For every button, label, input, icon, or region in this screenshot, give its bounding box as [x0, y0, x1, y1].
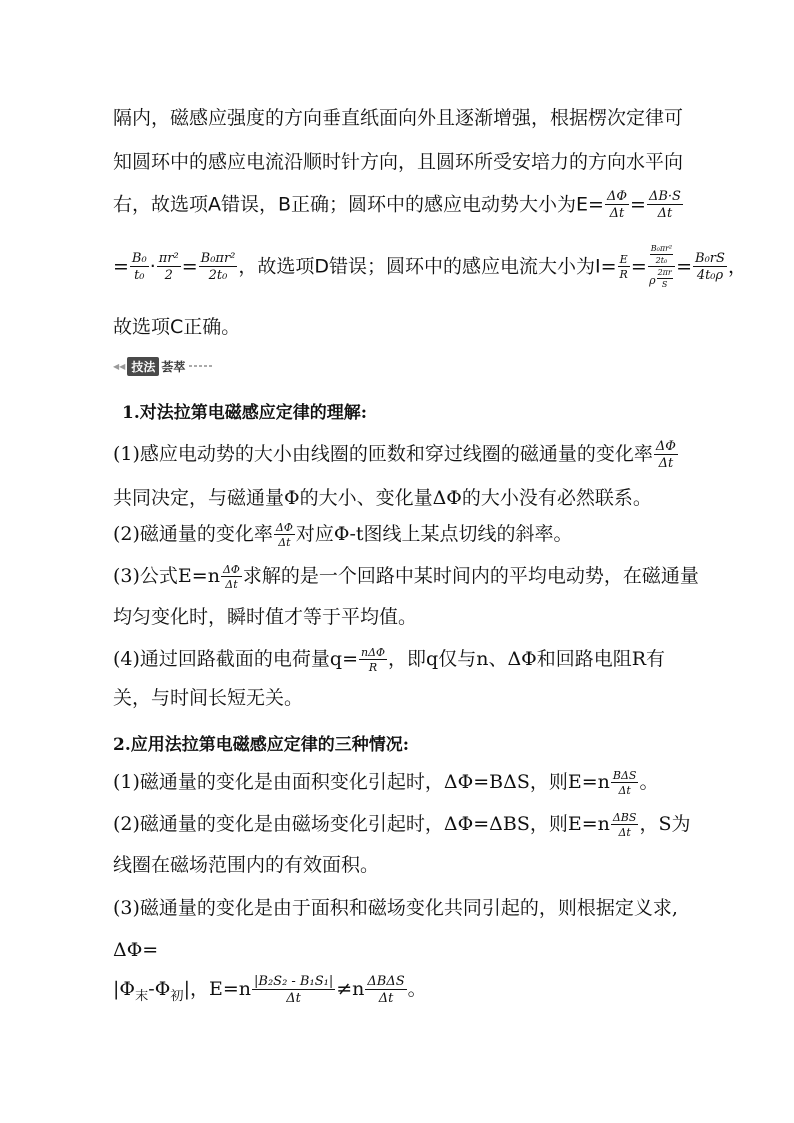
list-item-continuation: 共同决定，与磁通量Φ的大小、变化量ΔΦ的大小没有必然联系。	[113, 487, 652, 509]
list-item: (1)感应电动势的大小由线圈的匝数和穿过线圈的磁通量的变化率 $\frac{\Delta\Phi}{\Delta t}$	[113, 439, 676, 471]
fraction: $\frac{\Delta\Phi}{\Delta t}$	[275, 521, 293, 549]
fraction: $\frac{\text{BΔS}}{\Delta t}$	[612, 769, 637, 797]
fraction: $\frac{\text{ΔBΔS}}{\Delta t}$	[367, 974, 405, 1006]
badge-stripe	[189, 365, 213, 367]
text: ，故选项D错误；圆环中的感应电流大小为I=	[238, 255, 617, 278]
list-item: (2)磁通量的变化是由磁场变化引起时，ΔΦ=ΔBS，则E=n $\frac{\text{ΔBS}}{\Delta t}$ ，S为	[113, 811, 691, 839]
paragraph-line: = $\frac{\text{B₀}}{\text{t₀}}$ · $\frac{\text{πr²}}{2}$ = $\frac{\text{B₀πr²}}{\text{2t₀}}$ ，故选项D错误；圆环中的感应电流大小为I= $\frac{E}{R}$ = $\frac{\text{B₀πr²}}{\text{2t₀}}$ ρ $\frac{2\pi r}{S}$ = $\frac{\text{B₀rS}}{\text{4t₀ρ}}$ ，	[113, 244, 747, 289]
fraction: $\frac{\text{B₀πr²}}{\text{2t₀}}$	[650, 244, 673, 265]
badge-chip: 技法	[127, 357, 159, 376]
fraction: $\frac{\text{B₀rS}}{\text{4t₀ρ}}$	[695, 251, 725, 283]
list-item: (3)磁通量的变化是由于面积和磁场变化共同引起的，则根据定义求,	[113, 897, 678, 919]
paragraph-line	[113, 104, 693, 132]
badge-text: 荟萃	[161, 359, 186, 374]
text: 右，故选项A错误，B正确；圆环中的感应电动势大小为E=	[113, 193, 604, 216]
equals: =	[630, 193, 646, 216]
fraction: $\frac{\text{|B₂S₂ - B₁S₁|}}{\Delta t}$	[254, 974, 334, 1006]
section-badge	[113, 356, 213, 376]
fraction: $\frac{\Delta\Phi}{\Delta t}$	[606, 189, 628, 221]
paragraph-line	[113, 313, 693, 341]
list-item: (1)磁通量的变化是由面积变化引起时，ΔΦ=BΔS，则E=n $\frac{\text{BΔS}}{\Delta t}$ 。	[113, 769, 659, 797]
text: 知圆环中的感应电流沿顺时针方向，且圆环所受安培力的方向水平向	[113, 151, 684, 173]
paragraph-line	[113, 190, 693, 220]
fraction: $\frac{E}{R}$	[619, 253, 628, 281]
fraction: $\frac{2\pi r}{S}$	[657, 268, 672, 289]
rho: ρ	[649, 274, 656, 287]
list-item: (2)磁通量的变化率 $\frac{\Delta\Phi}{\Delta t}$ 对应Φ-t图线上某点切线的斜率。	[113, 521, 573, 549]
text: 隔内，磁感应强度的方向垂直纸面向外且逐渐增强，根据楞次定律可	[113, 107, 684, 129]
list-item-continuation: $|\Phi_末-\Phi_初|$，E=n $\frac{\text{|B₂S₂ - B₁S₁|}}{\Delta t}$ ≠n $\frac{\text{ΔBΔS}}{\Delta t}$ 。	[113, 974, 427, 1006]
nested-fraction	[648, 245, 675, 289]
list-item: (4)通过回路截面的电荷量q= $\frac{\text{nΔΦ}}{R}$ ，即q仅与n、ΔΦ和回路电阻R有	[113, 646, 666, 674]
section-heading: 2.应用法拉第电磁感应定律的三种情况:	[113, 735, 410, 755]
list-item-continuation: 线圈在磁场范围内的有效面积。	[113, 854, 380, 876]
fraction: $\frac{\text{nΔΦ}}{R}$	[361, 646, 386, 674]
fraction: $\frac{\text{B₀}}{\text{t₀}}$	[131, 251, 147, 283]
text: 故选项C正确。	[113, 316, 241, 338]
fraction: $\frac{\Delta\Phi}{\Delta t}$	[222, 563, 240, 591]
paragraph-line	[113, 148, 693, 176]
fraction: $\frac{\Delta\Phi}{\Delta t}$	[655, 439, 676, 471]
list-item-continuation: ΔΦ=	[113, 939, 159, 961]
section-heading: 1.对法拉第电磁感应定律的理解:	[122, 403, 368, 423]
list-item-continuation: 关，与时间长短无关。	[113, 687, 304, 709]
fraction: $\frac{\text{ΔBS}}{\Delta t}$	[612, 811, 637, 839]
list-item-continuation: 均匀变化时，瞬时值才等于平均值。	[113, 606, 418, 628]
fraction: $\frac{\text{B₀πr²}}{\text{2t₀}}$	[200, 251, 236, 283]
fraction: $\frac{\Delta B\cdot S}{\Delta t}$	[648, 189, 681, 221]
ornament-icon: ◀◀	[113, 361, 126, 371]
fraction: $\frac{\text{πr²}}{2}$	[158, 251, 179, 283]
list-item: (3)公式E=n $\frac{\Delta\Phi}{\Delta t}$ 求解的是一个回路中某时间内的平均电动势，在磁通量	[113, 563, 699, 591]
